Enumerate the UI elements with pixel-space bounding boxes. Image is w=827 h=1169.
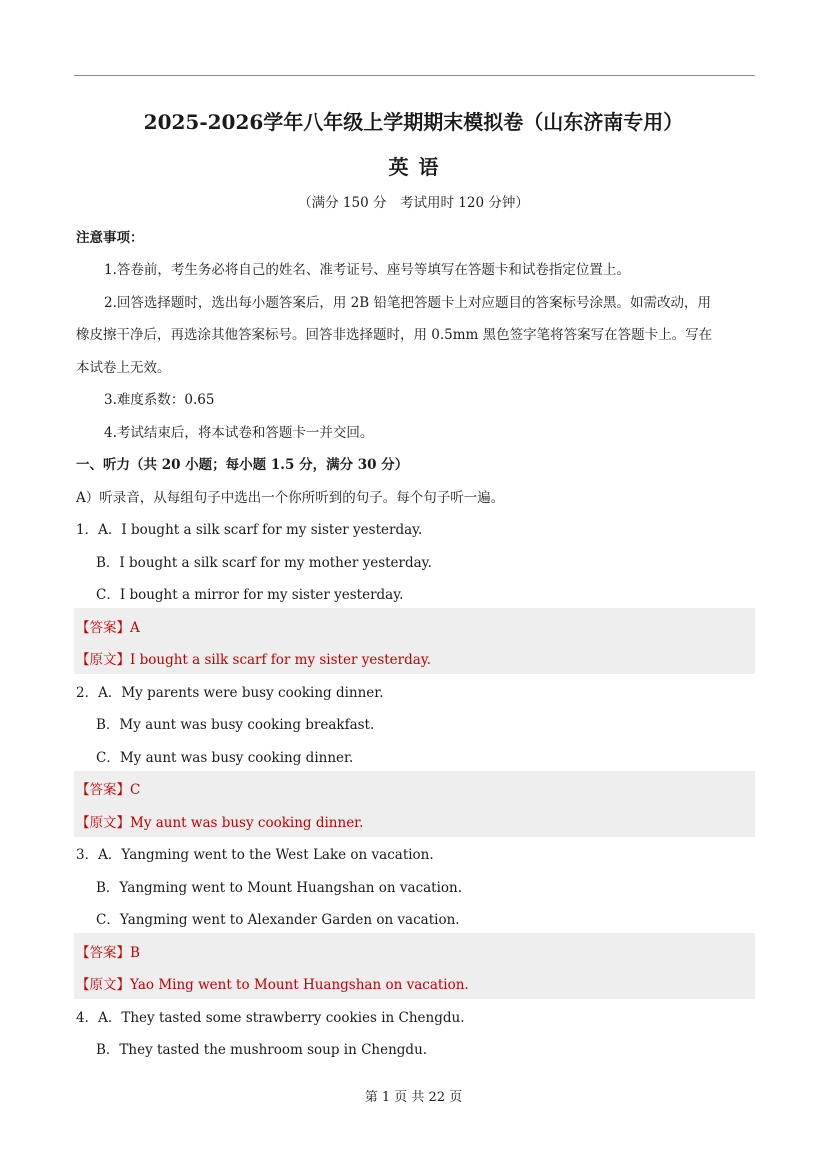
- q3-answer: [76, 941, 140, 961]
- q3-transcript: [76, 973, 469, 993]
- note-item-2-line-3: 本试卷上无效。: [76, 360, 171, 376]
- transcript-tag: 【原文】: [76, 815, 130, 831]
- q1-option-a: 1．A．I bought a silk scarf for my sister yesterday.: [76, 522, 423, 538]
- section-heading: 一、听力（共 20 小题；每小题 1.5 分，满分 30 分）: [76, 457, 409, 473]
- q3-option-b: B．Yangming went to Mount Huangshan on vacation.: [96, 880, 463, 896]
- part-a-instruction: A）听录音，从每组句子中选出一个你所听到的句子。每个句子听一遍。: [76, 490, 505, 506]
- answer-tag: 【答案】: [76, 945, 130, 961]
- answer-value: C: [130, 782, 141, 798]
- note-item-3: 3.难度系数：0.65: [104, 392, 215, 408]
- exam-title: 2025-2026学年八年级上学期期末模拟卷（山东济南专用）: [143, 110, 684, 134]
- q4-option-a: 4．A．They tasted some strawberry cookies in Chengdu.: [76, 1010, 465, 1026]
- q1-option-b: B．I bought a silk scarf for my mother yesterday.: [96, 555, 432, 571]
- answer-tag: 【答案】: [76, 620, 130, 636]
- exam-info: （满分 150 分 考试用时 120 分钟）: [298, 195, 529, 211]
- q2-transcript: [76, 811, 363, 831]
- answer-value: B: [130, 945, 140, 961]
- subject-title: 英语: [388, 155, 449, 179]
- note-item-2-line-1: 2.回答选择题时，选出每小题答案后，用 2B 铅笔把答题卡上对应题目的答案标号涂黑。如需改动，用: [104, 295, 711, 311]
- answer-value: A: [130, 620, 140, 636]
- transcript-tag: 【原文】: [76, 977, 130, 993]
- note-item-1: 1.答卷前，考生务必将自己的姓名、准考证号、座号等填写在答题卡和试卷指定位置上。: [104, 262, 630, 278]
- notes-heading: 注意事项：: [76, 230, 144, 246]
- q4-option-b: B．They tasted the mushroom soup in Chengdu.: [96, 1042, 428, 1058]
- transcript-tag: 【原文】: [76, 652, 130, 668]
- answer-tag: 【答案】: [76, 782, 130, 798]
- page-number: 第 1 页 共 22 页: [364, 1090, 463, 1105]
- q1-answer: [76, 616, 140, 636]
- q2-option-c: C．My aunt was busy cooking dinner.: [96, 750, 354, 766]
- q1-transcript: [76, 648, 431, 668]
- q3-option-c: C．Yangming went to Alexander Garden on vacation.: [96, 912, 460, 928]
- note-item-4: 4.考试结束后，将本试卷和答题卡一并交回。: [104, 425, 374, 441]
- q1-option-c: C．I bought a mirror for my sister yesterday.: [96, 587, 404, 603]
- note-item-2-line-2: 橡皮擦干净后，再选涂其他答案标号。回答非选择题时，用 0.5mm 黑色签字笔将答案写在答题卡上。写在: [76, 327, 713, 343]
- transcript-text: My aunt was busy cooking dinner.: [130, 815, 364, 831]
- q3-option-a: 3．A．Yangming went to the West Lake on vacation.: [76, 847, 434, 863]
- q2-option-b: B．My aunt was busy cooking breakfast.: [96, 717, 375, 733]
- transcript-text: Yao Ming went to Mount Huangshan on vacation.: [130, 977, 469, 993]
- q2-answer: [76, 778, 140, 798]
- header-rule: [74, 75, 755, 76]
- q2-option-a: 2．A．My parents were busy cooking dinner.: [76, 685, 384, 701]
- transcript-text: I bought a silk scarf for my sister yesterday.: [130, 652, 431, 668]
